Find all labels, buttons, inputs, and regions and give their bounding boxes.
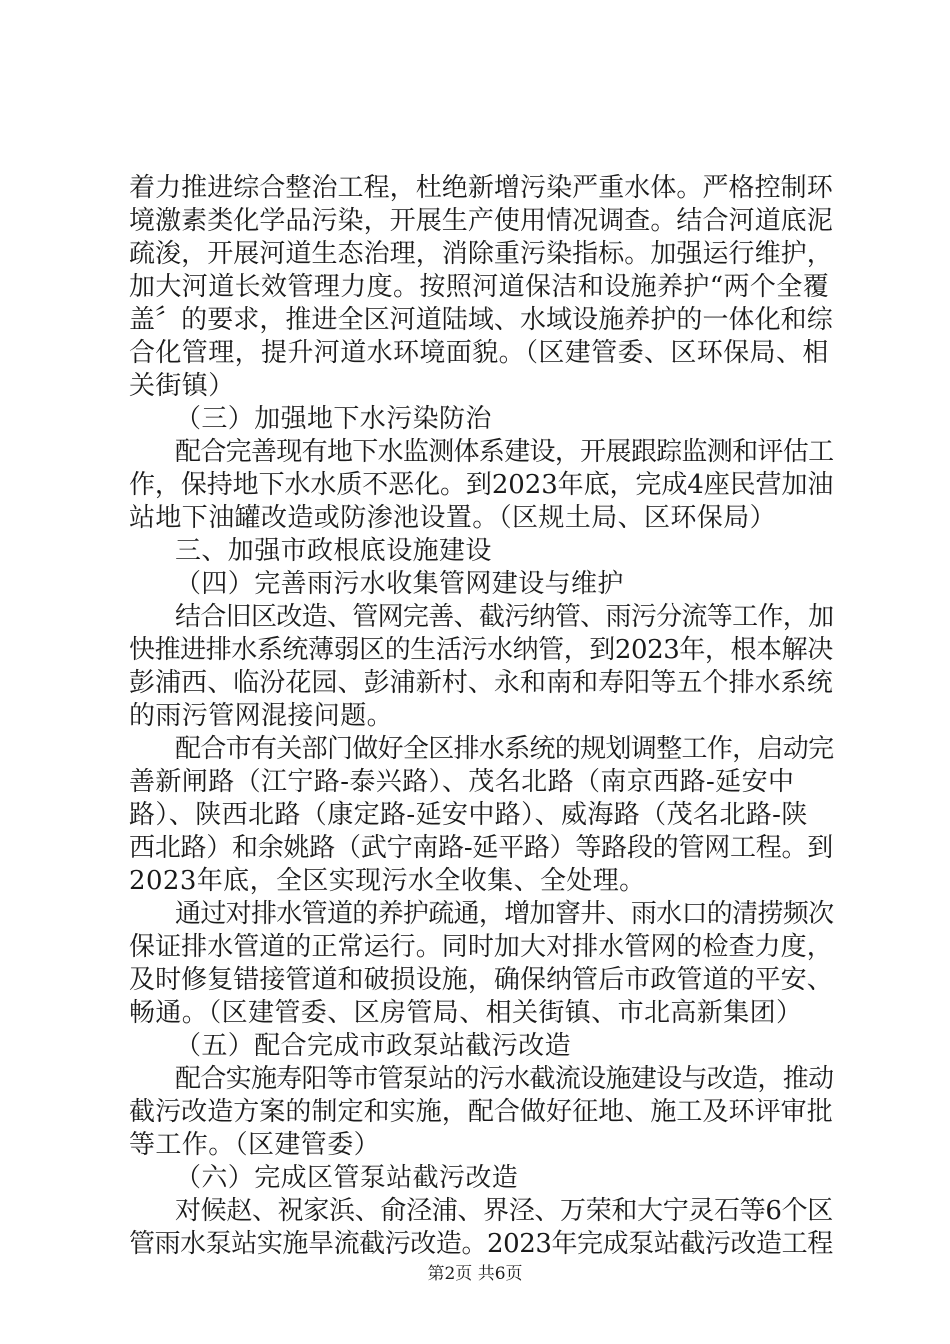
text-line: 管雨水泵站实施旱流截污改造。2023年完成泵站截污改造工程 bbox=[129, 1229, 833, 1259]
section-heading: （六）完成区管泵站截污改造 bbox=[175, 1163, 519, 1193]
text-line: 通过对排水管道的养护疏通，增加窨井、雨水口的清捞频次 bbox=[175, 899, 834, 929]
text-line: 配合完善现有地下水监测体系建设，开展跟踪监测和评估工 bbox=[175, 437, 834, 467]
text-line: 境激素类化学品污染，开展生产使用情况调查。结合河道底泥 bbox=[129, 206, 833, 236]
text-line: 西北路）和余姚路（武宁南路-延平路）等路段的管网工程。到 bbox=[129, 833, 833, 863]
text-line: 保证排水管道的正常运行。同时加大对排水管网的检查力度， bbox=[129, 932, 833, 962]
text-line: 合化管理，提升河道水环境面貌。（区建管委、区环保局、相 bbox=[129, 338, 829, 368]
text-line: 配合市有关部门做好全区排水系统的规划调整工作，启动完 bbox=[175, 734, 834, 764]
text-line: 作，保持地下水水质不恶化。到2023年底，完成4座民营加油 bbox=[129, 470, 834, 500]
section-heading: （五）配合完成市政泵站截污改造 bbox=[175, 1031, 572, 1061]
section-heading: （三）加强地下水污染防治 bbox=[175, 404, 492, 434]
text-line: 2023年底，全区实现污水全收集、全处理。 bbox=[129, 866, 646, 896]
text-line: 盖〞的要求，推进全区河道陆域、水域设施养护的一体化和综 bbox=[129, 305, 833, 335]
text-line: 站地下油罐改造或防渗池设置。（区规土局、区环保局） bbox=[129, 503, 777, 533]
text-line: 疏浚，开展河道生态治理，消除重污染指标。加强运行维护， bbox=[129, 239, 833, 269]
text-line: 结合旧区改造、管网完善、截污纳管、雨污分流等工作，加 bbox=[175, 602, 834, 632]
section-heading: （四）完善雨污水收集管网建设与维护 bbox=[175, 569, 624, 599]
text-line: 的雨污管网混接问题。 bbox=[129, 701, 394, 731]
text-line: 等工作。（区建管委） bbox=[129, 1130, 381, 1160]
text-line: 彭浦西、临汾花园、彭浦新村、永和南和寿阳等五个排水系统 bbox=[129, 668, 833, 698]
text-line: 及时修复错接管道和破损设施，确保纳管后市政管道的平安、 bbox=[129, 965, 833, 995]
text-line: 截污改造方案的制定和实施，配合做好征地、施工及环评审批 bbox=[129, 1097, 833, 1127]
text-line: 对候赵、祝家浜、俞泾浦、界泾、万荣和大宁灵石等6个区 bbox=[175, 1196, 833, 1226]
section-heading: 三、加强市政根底设施建设 bbox=[175, 536, 492, 566]
text-line: 快推进排水系统薄弱区的生活污水纳管，到2023年，根本解决 bbox=[129, 635, 833, 665]
text-line: 配合实施寿阳等市管泵站的污水截流设施建设与改造，推动 bbox=[175, 1064, 834, 1094]
text-line: 加大河道长效管理力度。按照河道保洁和设施养护“两个全覆 bbox=[129, 272, 830, 302]
page-footer: 第2页 共6页 bbox=[427, 1264, 523, 1284]
text-line: 关街镇） bbox=[129, 371, 235, 401]
text-line: 善新闸路（江宁路-泰兴路）、茂名北路（南京西路-延安中 bbox=[129, 767, 795, 797]
text-line: 着力推进综合整治工程，杜绝新增污染严重水体。严格控制环 bbox=[129, 173, 833, 203]
text-line: 路）、陕西北路（康定路-延安中路）、威海路（茂名北路-陕 bbox=[129, 800, 808, 830]
text-line: 畅通。（区建管委、区房管局、相关街镇、市北高新集团） bbox=[129, 998, 803, 1028]
